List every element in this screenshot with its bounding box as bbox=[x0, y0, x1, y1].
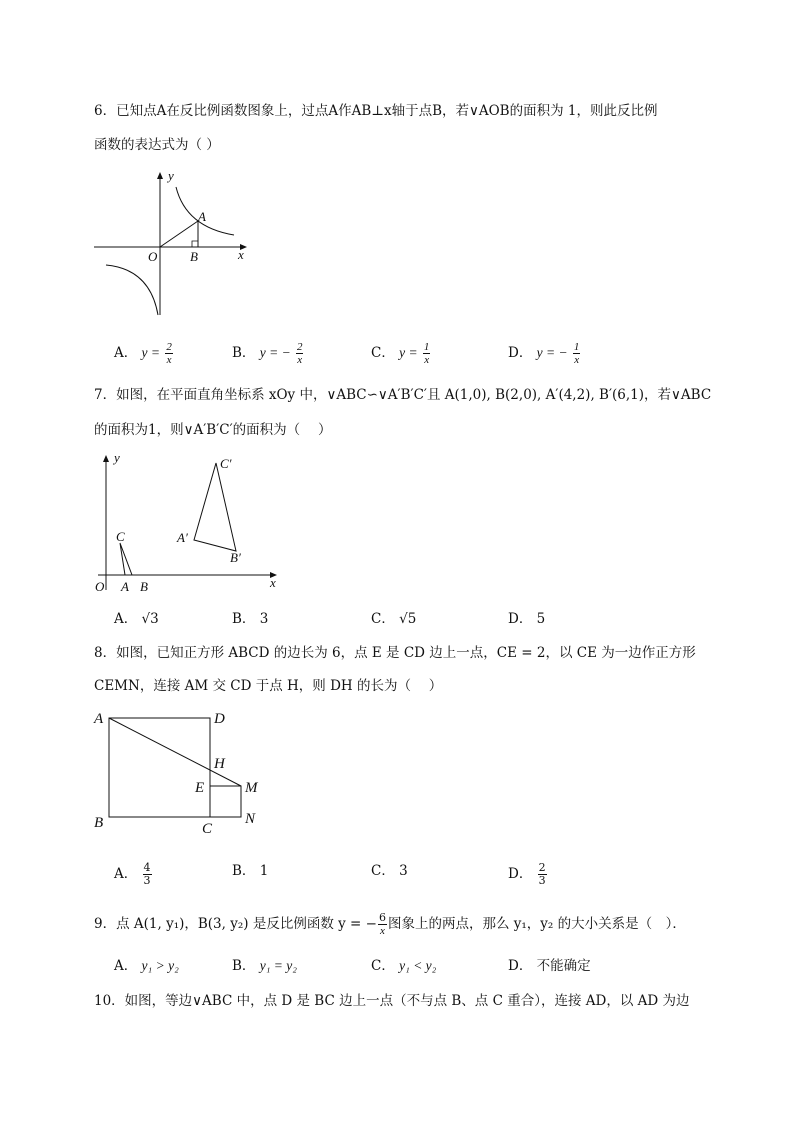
label-B: B bbox=[94, 815, 104, 831]
label-M: M bbox=[245, 780, 258, 796]
q7-figure bbox=[90, 450, 290, 595]
q8-option-c[interactable]: C． 3 bbox=[371, 863, 408, 879]
q9-option-c[interactable]: C． y₁ < y₂ bbox=[371, 958, 437, 974]
label-C: C bbox=[116, 529, 125, 544]
right-angle-mark bbox=[192, 241, 198, 247]
label-C-prime: C′ bbox=[220, 456, 232, 471]
q7-option-b[interactable]: B． 3 bbox=[232, 611, 269, 627]
q6-text-line1: 6．已知点A在反比例函数图象上，过点A作AB⊥x轴于点B，若∨AOB的面积为 1，则此反比例 bbox=[94, 103, 658, 119]
label-y: y bbox=[168, 168, 174, 183]
q9-option-b[interactable]: B． y₁ = y₂ bbox=[232, 958, 297, 974]
q8-text-line1: 8．如图，已知正方形 ABCD 的边长为 6，点 E 是 CD 边上一点，CE = 2，以 CE 为一边作正方形 bbox=[94, 645, 696, 661]
q8-option-d[interactable]: D． $\frac{2}{3}$ bbox=[508, 861, 546, 887]
label-O: O bbox=[148, 249, 158, 264]
square-ABCD bbox=[109, 718, 210, 817]
segment-AM bbox=[109, 718, 241, 786]
label-E: E bbox=[195, 780, 205, 796]
label-B: B bbox=[190, 249, 198, 264]
label-A: A bbox=[94, 711, 104, 727]
q7-option-d[interactable]: D． 5 bbox=[508, 611, 546, 627]
q8-figure bbox=[90, 705, 275, 840]
label-A: A bbox=[198, 209, 206, 224]
label-x: x bbox=[238, 247, 244, 262]
q6-figure bbox=[90, 165, 260, 320]
q9-text: 9．点 A(1, y₁)，B(3, y₂) 是反比例函数 y = − $\frac{6}{x}$ 图象上的两点，那么 y₁，y₂ 的大小关系是（ ）． bbox=[94, 911, 686, 937]
q9-option-a[interactable]: A． y₁ > y₂ bbox=[114, 958, 179, 974]
q7-text-line1: 7．如图，在平面直角坐标系 xOy 中，∨ABC∽∨A′B′C′且 A(1,0), B(2,0), A′(4,2), B′(6,1)，若∨ABC bbox=[94, 387, 712, 403]
q7-text-line2: 的面积为1，则∨A′B′C′的面积为（ ） bbox=[94, 422, 332, 438]
q6-text-line2: 函数的表达式为（ ） bbox=[94, 137, 220, 153]
label-A-prime: A′ bbox=[177, 530, 188, 545]
q10-text-line1: 10．如图，等边∨ABC 中，点 D 是 BC 边上一点（不与点 B、点 C 重合），连接 AD，以 AD 为边 bbox=[94, 993, 690, 1009]
q7-option-c[interactable]: C． √5 bbox=[371, 611, 417, 627]
q8-text-line2: CEMN，连接 AM 交 CD 于点 H，则 DH 的长为（ ） bbox=[94, 678, 443, 694]
q9-option-d[interactable]: D． 不能确定 bbox=[508, 958, 591, 974]
q7-option-a[interactable]: A． √3 bbox=[114, 611, 159, 627]
hyperbola-branch-2 bbox=[106, 265, 158, 315]
label-B-prime: B′ bbox=[230, 550, 241, 565]
triangle-ABC bbox=[120, 543, 132, 575]
label-H: H bbox=[214, 756, 225, 772]
q6-option-d[interactable]: D． y = − $\frac{1}{x}$ bbox=[508, 341, 580, 366]
label-B: B bbox=[140, 579, 148, 594]
q8-option-a[interactable]: A． $\frac{4}{3}$ bbox=[114, 861, 151, 887]
square-CEMN bbox=[210, 786, 241, 817]
label-D: D bbox=[214, 711, 225, 727]
triangle-A2B2C2 bbox=[194, 463, 236, 551]
q6-option-a[interactable]: A． y = $\frac{2}{x}$ bbox=[114, 341, 172, 366]
label-C: C bbox=[202, 821, 213, 837]
label-O: O bbox=[95, 579, 105, 594]
label-N: N bbox=[245, 811, 256, 827]
label-A: A bbox=[121, 579, 129, 594]
q8-option-b[interactable]: B． 1 bbox=[232, 863, 269, 879]
q6-option-b[interactable]: B． y = − $\frac{2}{x}$ bbox=[232, 341, 303, 366]
q6-option-c[interactable]: C． y = $\frac{1}{x}$ bbox=[371, 341, 430, 366]
label-x: x bbox=[270, 575, 276, 590]
label-y: y bbox=[114, 450, 120, 465]
